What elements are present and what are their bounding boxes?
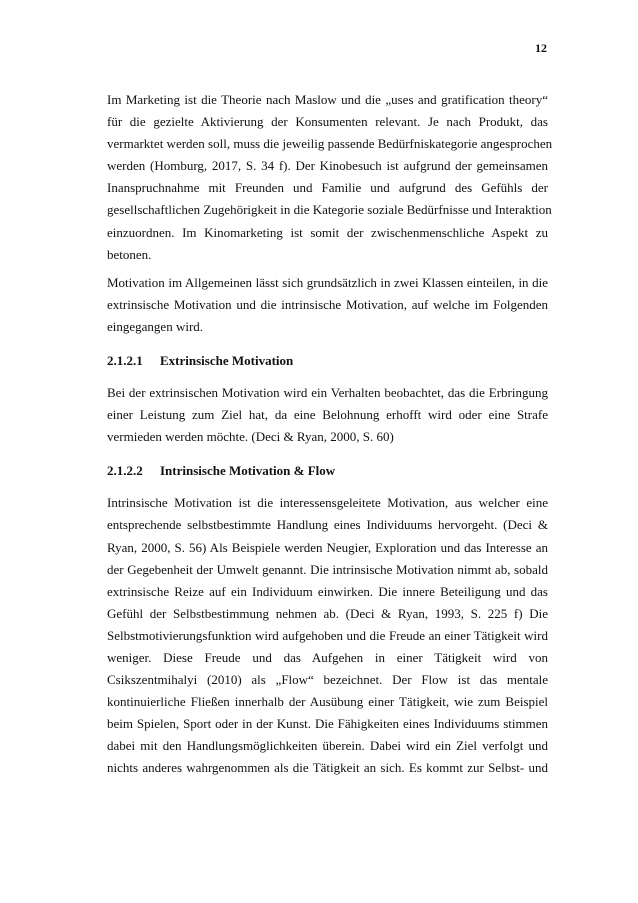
text-line: Intrinsische Motivation ist die interessensgeleitete Motivation, aus welcher eine	[107, 495, 548, 511]
text-line: der Gegebenheit der Umwelt genannt. Die intrinsische Motivation nimmt ab, sobald	[107, 561, 548, 577]
page-content	[107, 89, 553, 780]
text-line: für die gezielte Aktivierung der Konsumenten relevant. Je nach Produkt, das	[107, 114, 548, 130]
text-line: betonen.	[107, 246, 152, 262]
text-line: extrinsische Reize auf ein Individuum einwirken. Die innere Beteiligung und das	[107, 583, 548, 599]
text-line: werden (Homburg, 2017, S. 34 f). Der Kinobesuch ist aufgrund der gemeinsamen	[107, 158, 548, 174]
section-number: 2.1.2.2	[107, 463, 143, 479]
text-line: eingegangen wird.	[107, 318, 204, 334]
text-line: Bei der extrinsischen Motivation wird ein Verhalten beobachtet, das die Erbringung	[107, 385, 548, 401]
text-line: gesellschaftlichen Zugehörigkeit in die Kategorie soziale Bedürfnisse und Interaktion	[107, 202, 552, 218]
text-line: nichts anderes wahrgenommen als die Tätigkeit an sich. Es kommt zur Selbst- und	[107, 760, 548, 776]
text-line: Motivation im Allgemeinen lässt sich grundsätzlich in zwei Klassen einteilen, in die	[107, 274, 548, 290]
text-line: einer Leistung zum Ziel hat, da eine Belohnung erhofft wird oder eine Strafe	[107, 407, 548, 423]
section-heading-intrinsic	[107, 462, 548, 480]
text-line: entsprechende selbstbestimmte Handlung eines Individuums hervorgeht. (Deci &	[107, 517, 548, 533]
paragraph-extrinsic-motivation	[107, 382, 548, 448]
section-title: Intrinsische Motivation & Flow	[160, 463, 336, 479]
text-line: extrinsische Motivation und die intrinsische Motivation, auf welche im Folgenden	[107, 296, 548, 312]
text-line: Selbstmotivierungsfunktion wird aufgehoben und die Freude an einer Tätigkeit wird	[107, 627, 548, 643]
section-title: Extrinsische Motivation	[160, 353, 294, 369]
section-number: 2.1.2.1	[107, 353, 143, 369]
text-line: vermieden werden möchte. (Deci & Ryan, 2000, S. 60)	[107, 429, 394, 445]
paragraph-maslow-marketing	[107, 89, 553, 266]
text-line: beim Spielen, Sport oder in der Kunst. Die Fähigkeiten eines Individuums stimmen	[107, 716, 548, 732]
text-line: einzuordnen. Im Kinomarketing ist somit der zwischenmenschliche Aspekt zu	[107, 224, 548, 240]
page-number: 12	[535, 41, 547, 55]
text-line: vermarktet werden soll, muss die jeweilig passende Bedürfniskategorie angesprochen	[107, 136, 553, 152]
text-line: Gefühl der Selbstbestimmung nehmen ab. (Deci & Ryan, 1993, S. 225 f) Die	[107, 605, 548, 621]
text-line: kontinuierliche Fließen innerhalb der Ausübung einer Tätigkeit, wie zum Beispiel	[107, 694, 548, 710]
text-line: Im Marketing ist die Theorie nach Maslow und die „uses and gratification theory“	[107, 92, 548, 107]
text-line: Ryan, 2000, S. 56) Als Beispiele werden Neugier, Exploration und das Interesse an	[107, 539, 548, 555]
text-line: dabei mit den Handlungsmöglichkeiten überein. Dabei wird ein Ziel verfolgt und	[107, 738, 548, 754]
paragraph-motivation-classes	[107, 272, 548, 338]
section-heading-extrinsic	[107, 352, 548, 370]
text-line: Inanspruchnahme mit Freunden und Familie und aufgrund des Gefühls der	[107, 180, 548, 196]
paragraph-intrinsic-motivation	[107, 492, 548, 779]
text-line: Csikszentmihalyi (2010) als „Flow“ bezeichnet. Der Flow ist das mentale	[107, 672, 548, 688]
text-line: weniger. Diese Freude und das Aufgehen in einer Tätigkeit wird von	[107, 649, 548, 665]
